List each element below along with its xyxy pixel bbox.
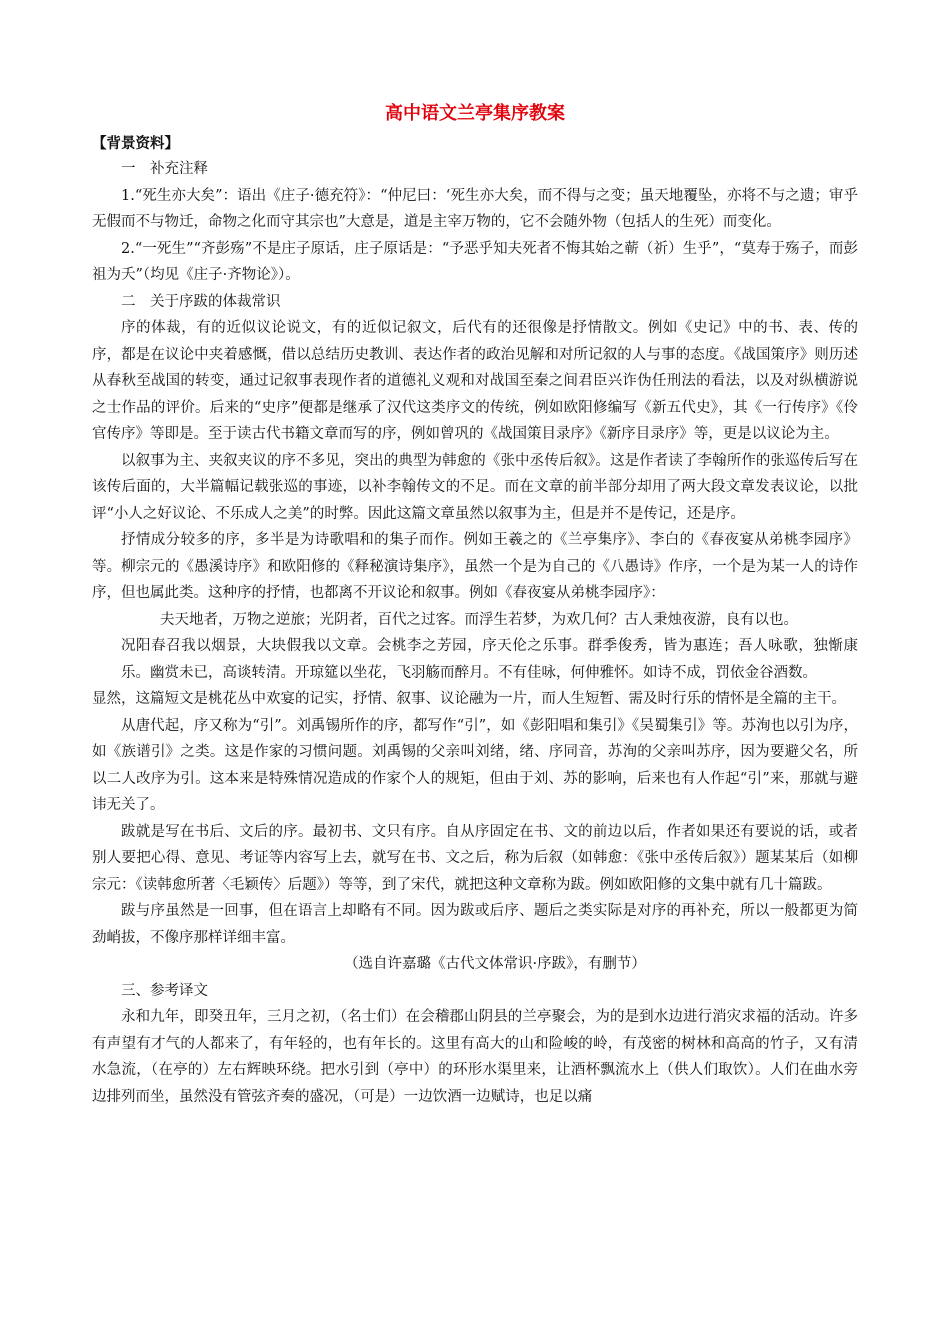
note-paragraph-2: 2.“一死生”“齐彭殇”不是庄子原话，庄子原话是：“予恶乎知夫死者不悔其始之蕲（祈）生乎”，“莫寿于殇子，而彭祖为夭”（均见《庄子·齐物论》）。 — [92, 240, 858, 283]
document-title: 高中语文兰亭集序教案 — [385, 103, 565, 124]
block-quote-first-line: 夫天地者，万物之逆旅；光阴者，百代之过客。而浮生若梦，为欢几何？古人秉烛夜游，良有以也。 — [160, 611, 798, 628]
section-label: 【背景资料】 — [92, 136, 179, 152]
body-paragraph-4: 显然，这篇短文是桃花丛中欢宴的记实，抒情、叙事、议论融为一片，而人生短暂、需及时行乐的情怀是全篇的主干。 — [92, 691, 846, 707]
body-paragraph-5: 从唐代起，序又称为“引”。刘禹锡所作的序，都写作“引”，如《彭阳唱和集引》《吴蜀集引》等。苏洵也以引为序，如《族谱引》之类。这是作家的习惯问题。刘禹锡的父亲叫刘绪，绪、序同音，苏洵的父亲叫苏序，因为要避父名，所以二人改序为引。这本来是特殊情况造成的作家个人的规矩，但由于刘、苏的影响，后来也有人作起“引”来，那就与避讳无关了。 — [92, 717, 858, 813]
body-paragraph-3: 抒情成分较多的序，多半是为诗歌唱和的集子而作。例如王羲之的《兰亭集序》、李白的《春夜宴从弟桃李园序》等。柳宗元的《愚溪诗序》和欧阳修的《释秘演诗集序》，虽然一个是为自己的《八愚诗》作序，一个是为某一人的诗作序，但也属此类。这种序的抒情，也都离不开议论和叙事。例如《春夜宴从弟桃李园序》： — [92, 532, 858, 601]
body-paragraph-2: 以叙事为主、夹叙夹议的序不多见，突出的典型为韩愈的《张中丞传后叙》。这是作者读了李翰所作的张巡传后写在该传后面的，大半篇幅记载张巡的事迹，以补李翰传文的不足。而在文章的前半部分却用了两大段文章发表议论，以批评“小人之好议论、不乐成人之美”的时弊。因此这篇文章虽然以叙事为主，但是并不是传记，还是序。 — [92, 452, 858, 522]
note-paragraph-1: 1.“死生亦大矣”：语出《庄子·德充符》：“仲尼曰：‘死生亦大矣，而不得与之变；虽天地覆坠，亦将不与之遗；审乎无假而不与物迁，命物之化而守其宗也”大意是，道是主宰万物的，它不会随外物（包括人的生死）而变化。 — [92, 187, 858, 230]
body-paragraph-7: 跋与序虽然是一回事，但在语言上却略有不同。因为跋或后序、题后之类实际是对序的再补充，所以一般都更为简劲峭拔，不像序那样详细丰富。 — [92, 903, 858, 946]
translation-paragraph: 永和九年，即癸丑年，三月之初，（名士们）在会稽郡山阴县的兰亭聚会，为的是到水边进行消灾求福的活动。许多有声望有才气的人都来了，有年轻的，也有年长的。这里有高大的山和险峻的岭，有茂密的树林和高高的竹子，又有清水急流，（在亭的）左右辉映环绕。把水引到（亭中）的环形水渠里来，让酒杯飘流水上（供人们取饮）。人们在曲水旁边排列而坐，虽然没有管弦齐奏的盛况，（可是）一边饮酒一边赋诗，也足以痛 — [92, 1009, 858, 1105]
heading-preface-postscript: 二 关于序跋的体裁常识 — [121, 293, 281, 310]
source-citation: （选自许嘉璐《古代文体常识·序跋》，有删节） — [344, 956, 646, 972]
block-quote — [92, 607, 858, 687]
block-quote-rest: 况阳春召我以烟景，大块假我以文章。会桃李之芳园，序天伦之乐事。群季俊秀，皆为惠连；吾人咏歌，独惭康乐。幽赏未已，高谈转清。开琼筵以坐花，飞羽觞而醉月。不有佳咏，何伸雅怀。如诗不成，罚依金谷酒数。 — [121, 638, 858, 681]
body-paragraph-6: 跋就是写在书后、文后的序。最初书、文只有序。自从序固定在书、文的前边以后，作者如果还有要说的话，或者别人要把心得、意见、考证等内容写上去，就写在书、文之后，称为后叙（如韩愈：《张中丞传后叙》）题某某后（如柳宗元：《读韩愈所著〈毛颖传〉后题》）等等，到了宋代，就把这种文章称为跋。例如欧阳修的文集中就有几十篇跋。 — [92, 823, 858, 893]
heading-reference-translation: 三、参考译文 — [121, 982, 208, 999]
heading-supplementary-notes: 一 补充注释 — [121, 161, 208, 177]
body-paragraph-1: 序的体裁，有的近似议论说文，有的近似记叙文，后代有的还很像是抒情散文。例如《史记》中的书、表、传的序，都是在议论中夹着感慨，借以总结历史教训、表达作者的政治见解和对所记叙的人与事的态度。《战国策序》则历述从春秋至战国的转变，通过记叙事表现作者的道德礼义观和对战国至秦之间君臣兴诈伪任刑法的看法，以及对纵横游说之士作品的评价。后来的“史序”便都是继承了汉代这类序文的传统，例如欧阳修编写《新五代史》，其《一行传序》《伶官传序》等即是。至于读古代书籍文章而写的序，例如曾巩的《战国策目录序》《新序目录序》等，更是以议论为主。 — [92, 320, 858, 442]
